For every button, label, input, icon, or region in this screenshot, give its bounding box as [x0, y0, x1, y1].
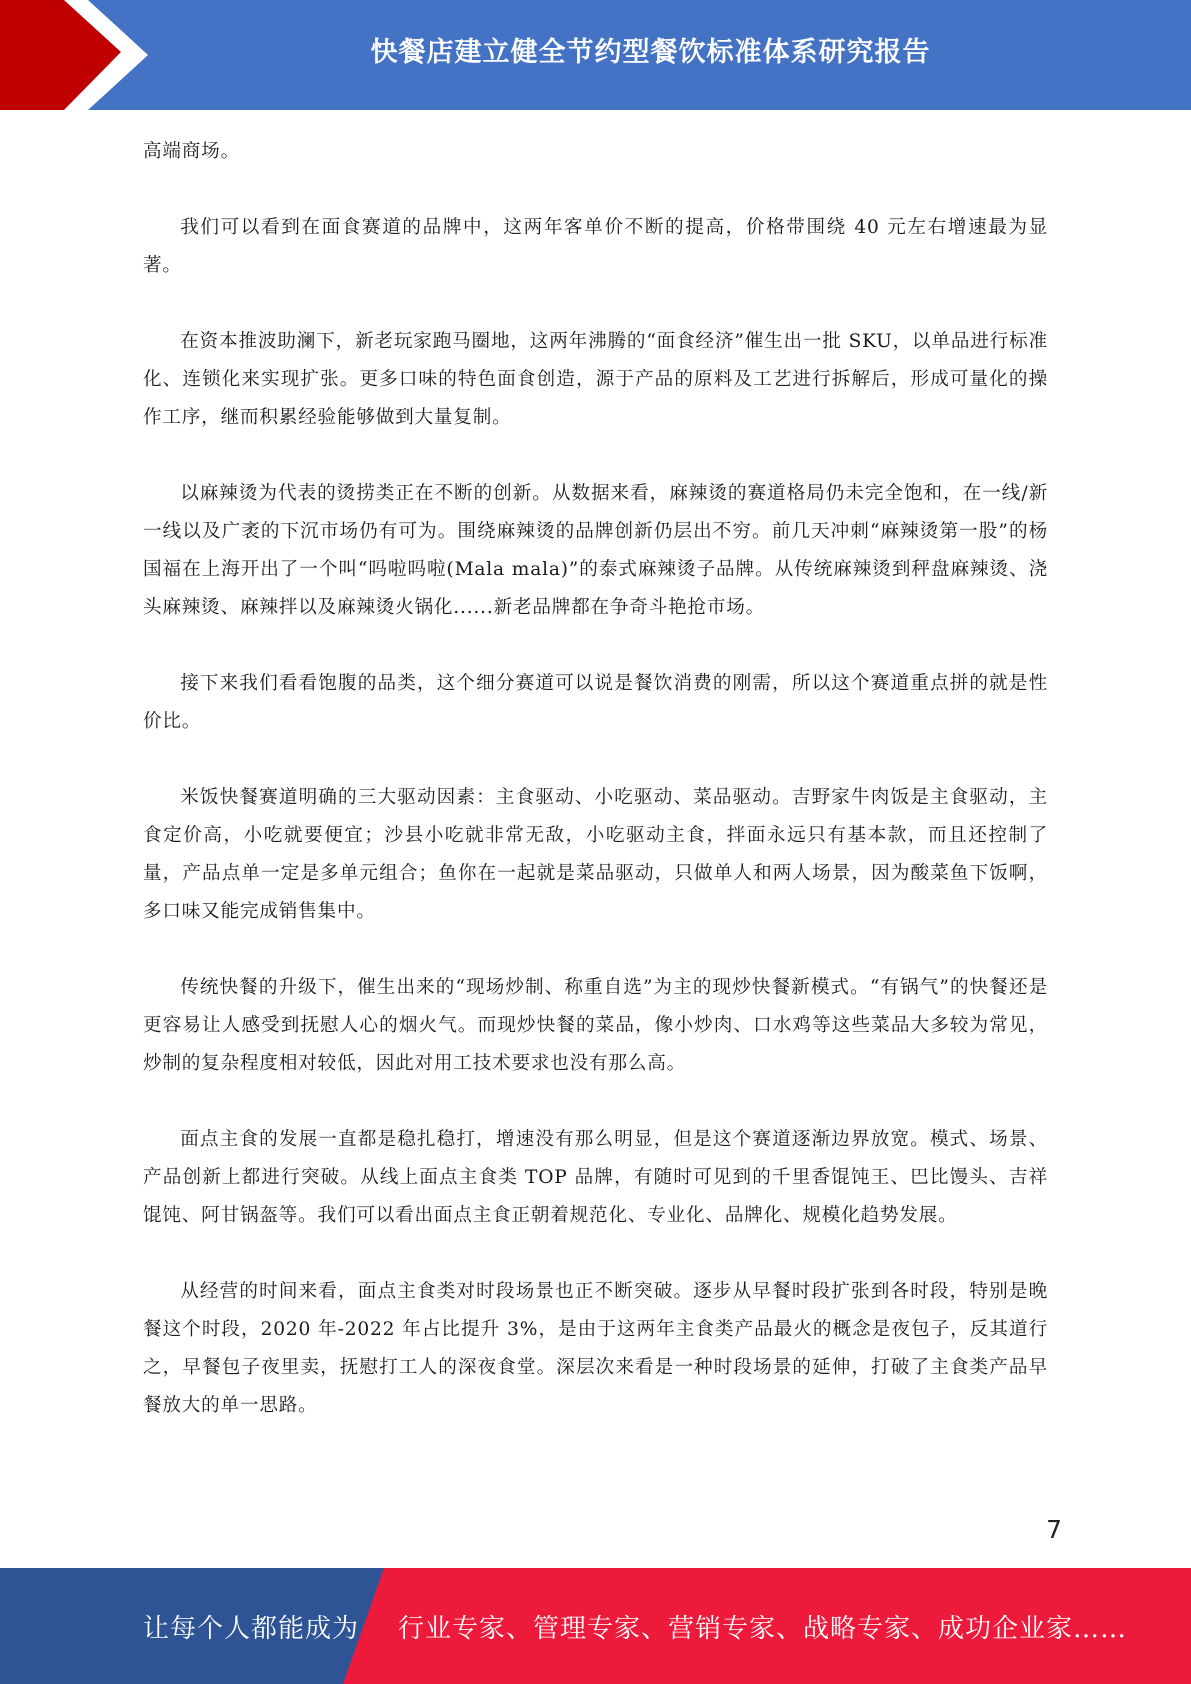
footer-slogan-right: 行业专家、管理专家、营销专家、战略专家、成功企业家……: [398, 1613, 1128, 1644]
page-header: [0, 0, 1191, 110]
page-footer: [0, 1568, 1191, 1684]
body-text: [143, 133, 1048, 1463]
paragraph: 米饭快餐赛道明确的三大驱动因素：主食驱动、小吃驱动、菜品驱动。吉野家牛肉饭是主食驱动，主食定价高，小吃就要便宜；沙县小吃就非常无敌，小吃驱动主食，拌面永远只有基本款，而且还控制了量，产品点单一定是多单元组合；鱼你在一起就是菜品驱动，只做单人和两人场景，因为酸菜鱼下饭啊，多口味又能完成销售集中。: [143, 787, 1048, 922]
document-title: 快餐店建立健全节约型餐饮标准体系研究报告: [370, 36, 931, 68]
page-number: 7: [1046, 1515, 1062, 1544]
paragraph: 面点主食的发展一直都是稳扎稳打，增速没有那么明显，但是这个赛道逐渐边界放宽。模式、场景、产品创新上都进行突破。从线上面点主食类 TOP 品牌，有随时可见到的千里香馄饨王、巴比馒头、吉祥馄饨、阿甘锅盔等。我们可以看出面点主食正朝着规范化、专业化、品牌化、规模化趋势发展。: [143, 1129, 1048, 1226]
paragraph: 以麻辣烫为代表的烫捞类正在不断的创新。从数据来看，麻辣烫的赛道格局仍未完全饱和，在一线/新一线以及广袤的下沉市场仍有可为。围绕麻辣烫的品牌创新仍层出不穷。前几天冲刺“麻辣烫第一股”的杨国福在上海开出了一个叫“吗啦吗啦(Mala mala)”的泰式麻辣烫子品牌。从传统麻辣烫到秤盘麻辣烫、浇头麻辣烫、麻辣拌以及麻辣烫火锅化......新老品牌都在争奇斗艳抢市场。: [143, 483, 1048, 618]
paragraph: 我们可以看到在面食赛道的品牌中，这两年客单价不断的提高，价格带围绕 40 元左右增速最为显著。: [143, 217, 1048, 276]
paragraph: 在资本推波助澜下，新老玩家跑马圈地，这两年沸腾的“面食经济”催生出一批 SKU，以单品进行标准化、连锁化来实现扩张。更多口味的特色面食创造，源于产品的原料及工艺进行拆解后，形成可量化的操作工序，继而积累经验能够做到大量复制。: [143, 331, 1048, 428]
footer-slogan-left: 让每个人都能成为: [143, 1613, 360, 1644]
paragraph: 传统快餐的升级下，催生出来的“现场炒制、称重自选”为主的现炒快餐新模式。“有锅气”的快餐还是更容易让人感受到抚慰人心的烟火气。而现炒快餐的菜品，像小炒肉、口水鸡等这些菜品大多较为常见，炒制的复杂程度相对较低，因此对用工技术要求也没有那么高。: [143, 977, 1048, 1074]
paragraph: 高端商场。: [143, 141, 240, 162]
paragraph: 从经营的时间来看，面点主食类对时段场景也正不断突破。逐步从早餐时段扩张到各时段，特别是晚餐这个时段，2020 年-2022 年占比提升 3%，是由于这两年主食类产品最火的概念是夜包子，反其道行之，早餐包子夜里卖，抚慰打工人的深夜食堂。深层次来看是一种时段场景的延伸，打破了主食类产品早餐放大的单一思路。: [143, 1281, 1048, 1416]
paragraph: 接下来我们看看饱腹的品类，这个细分赛道可以说是餐饮消费的刚需，所以这个赛道重点拼的就是性价比。: [143, 673, 1048, 732]
